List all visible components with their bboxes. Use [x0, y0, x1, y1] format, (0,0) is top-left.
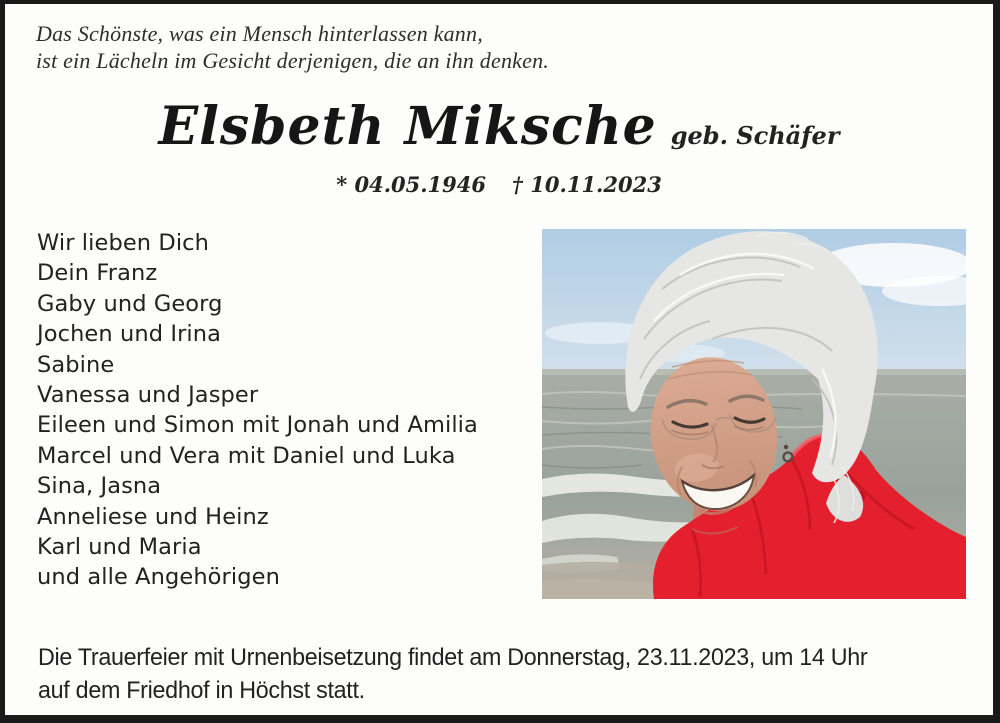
mourner-line: Dein Franz: [37, 260, 158, 287]
quote-line-2: ist ein Lächeln im Gesicht derjenigen, die an ihn denken.: [36, 48, 550, 73]
deceased-name: Elsbeth Miksche: [158, 96, 657, 157]
death-date: † 10.11.2023: [512, 172, 662, 197]
mourner-line: Anneliese und Heinz: [37, 503, 269, 530]
deceased-name-row: [5, 96, 993, 157]
mourner-line: Vanessa und Jasper: [37, 382, 259, 409]
mourner-line: Wir lieben Dich: [37, 230, 209, 256]
birth-date: * 04.05.1946: [336, 172, 486, 197]
mourner-line: Jochen und Irina: [37, 321, 222, 348]
mourner-line: Gaby und Georg: [37, 290, 223, 317]
mourners-list: [37, 228, 478, 593]
seaside-portrait-illustration: [542, 229, 966, 599]
life-dates: [5, 172, 993, 197]
mourner-line: Eileen und Simon mit Jonah und Amilia: [37, 412, 478, 439]
opening-quote: [36, 20, 549, 74]
quote-line-1: Das Schönste, was ein Mensch hinterlassen kann,: [36, 21, 483, 46]
mourner-line: Sina, Jasna: [37, 473, 162, 500]
maiden-name: geb. Schäfer: [670, 121, 840, 150]
funeral-line-2: auf dem Friedhof in Höchst statt.: [38, 677, 365, 704]
funeral-line-1: Die Trauerfeier mit Urnenbeisetzung findet am Donnerstag, 23.11.2023, um 14 Uhr: [38, 644, 868, 671]
mourner-line: und alle Angehörigen: [37, 564, 280, 591]
mourner-line: Marcel und Vera mit Daniel und Luka: [37, 442, 456, 469]
funeral-info: [38, 641, 867, 707]
portrait-photo: [542, 229, 966, 599]
mourner-line: Karl und Maria: [37, 534, 202, 561]
mourner-line: Sabine: [37, 351, 115, 378]
